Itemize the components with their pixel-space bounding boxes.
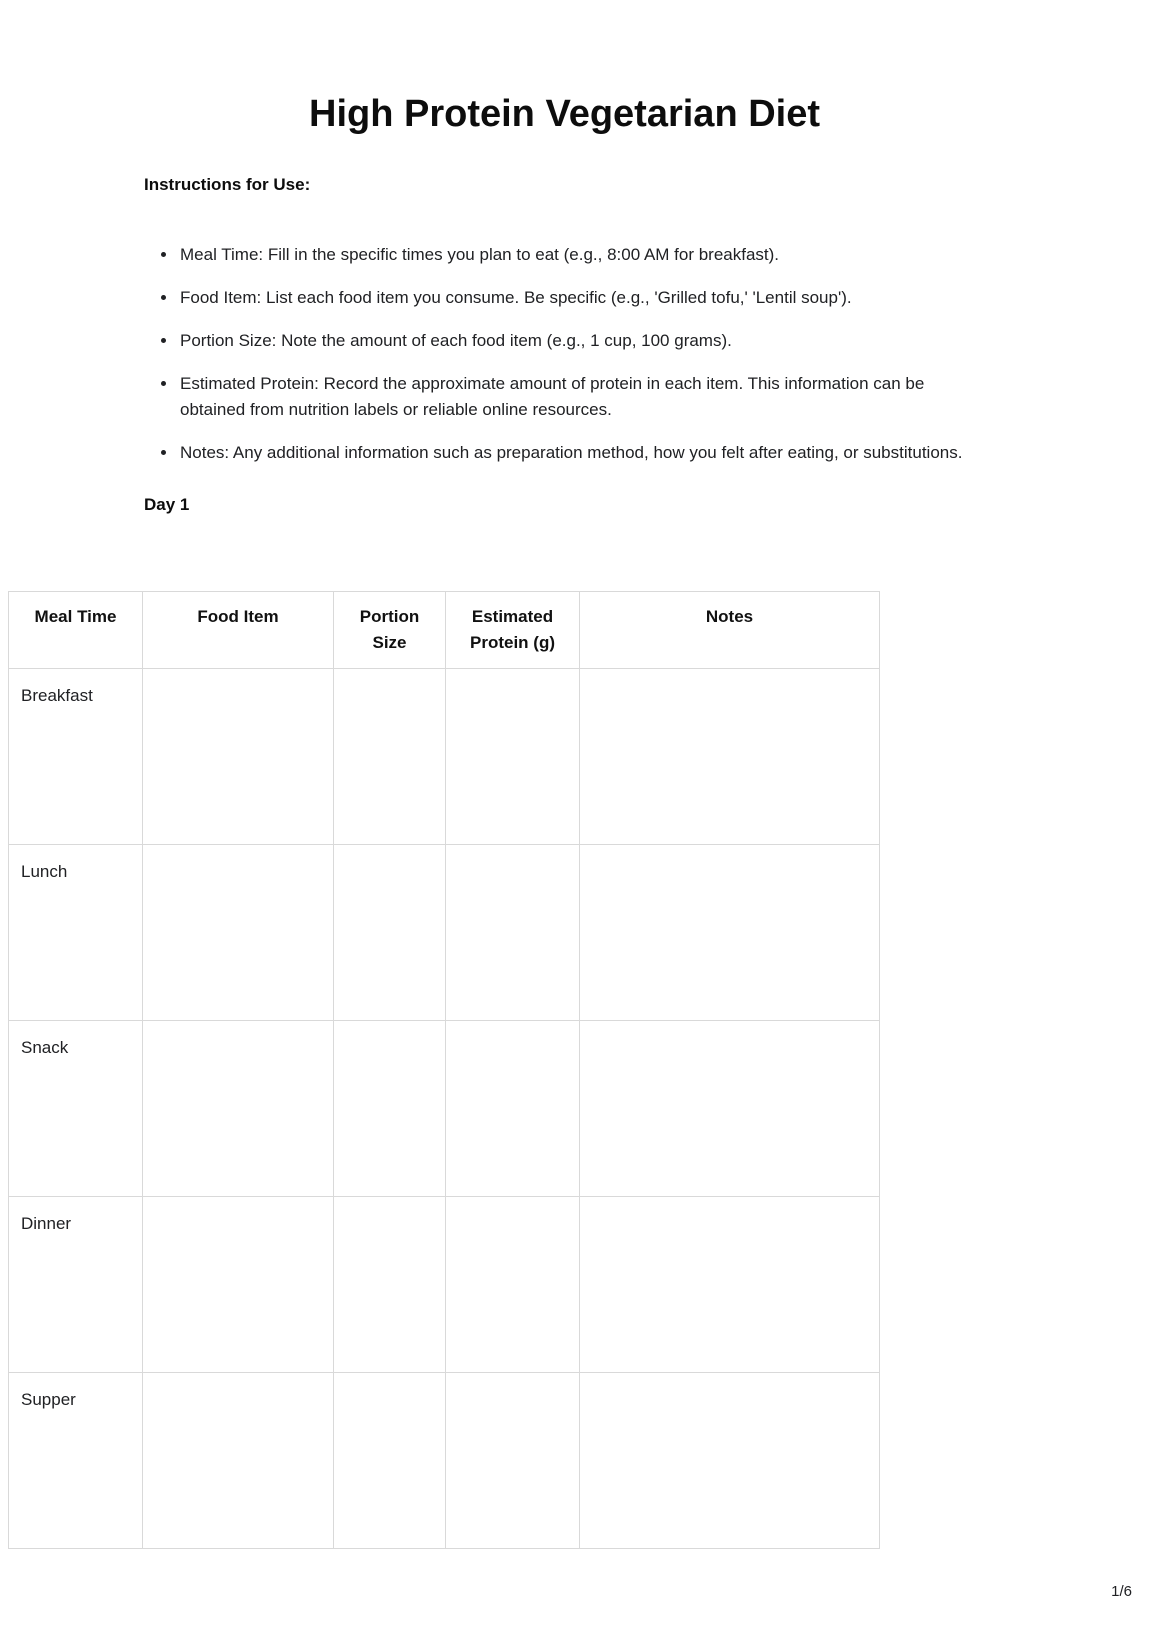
- table-row-breakfast: [9, 669, 880, 845]
- instructions-heading: Instructions for Use:: [144, 175, 311, 194]
- cell-supper-estimated-protein: [446, 1373, 580, 1549]
- meal-log-table: [8, 591, 880, 1549]
- day-heading: Day 1: [144, 495, 190, 514]
- cell-snack-notes: [580, 1021, 880, 1197]
- table-row-dinner: [9, 1197, 880, 1373]
- table-row-lunch: [9, 845, 880, 1021]
- row-label-supper: Supper: [9, 1373, 143, 1549]
- instruction-item-food-item: • Food Item: List each food item you consume. Be specific (e.g., 'Grilled tofu,' 'Lentil soup').: [178, 285, 985, 311]
- cell-lunch-portion-size: [334, 845, 446, 1021]
- row-label-snack: Snack: [9, 1021, 143, 1197]
- column-header-estimated-protein: Estimated Protein (g): [446, 592, 580, 669]
- instruction-item-meal-time: • Meal Time: Fill in the specific times you plan to eat (e.g., 8:00 AM for breakfast).: [178, 242, 985, 268]
- table-row-snack: [9, 1021, 880, 1197]
- cell-breakfast-portion-size: [334, 669, 446, 845]
- table-row-supper: [9, 1373, 880, 1549]
- cell-supper-food-item: [143, 1373, 334, 1549]
- cell-dinner-food-item: [143, 1197, 334, 1373]
- column-header-portion-size: Portion Size: [334, 592, 446, 669]
- row-label-breakfast: Breakfast: [9, 669, 143, 845]
- instruction-item-portion-size: • Portion Size: Note the amount of each food item (e.g., 1 cup, 100 grams).: [178, 328, 985, 354]
- cell-breakfast-food-item: [143, 669, 334, 845]
- cell-lunch-food-item: [143, 845, 334, 1021]
- column-header-notes: Notes: [580, 592, 880, 669]
- page-title: High Protein Vegetarian Diet: [309, 93, 820, 135]
- cell-dinner-notes: [580, 1197, 880, 1373]
- cell-dinner-estimated-protein: [446, 1197, 580, 1373]
- page-number: 1/6: [1111, 1583, 1132, 1600]
- row-label-lunch: Lunch: [9, 845, 143, 1021]
- column-header-food-item: Food Item: [143, 592, 334, 669]
- instruction-item-notes: • Notes: Any additional information such as preparation method, how you felt after eating, or substitutions.: [178, 440, 985, 466]
- cell-supper-portion-size: [334, 1373, 446, 1549]
- cell-snack-estimated-protein: [446, 1021, 580, 1197]
- cell-snack-food-item: [143, 1021, 334, 1197]
- cell-dinner-portion-size: [334, 1197, 446, 1373]
- cell-breakfast-estimated-protein: [446, 669, 580, 845]
- table-header-row: [9, 592, 880, 669]
- cell-snack-portion-size: [334, 1021, 446, 1197]
- cell-supper-notes: [580, 1373, 880, 1549]
- cell-breakfast-notes: [580, 669, 880, 845]
- instruction-item-estimated-protein: • Estimated Protein: Record the approximate amount of protein in each item. This information can be obtained from nutrition labels or reliable online resources.: [178, 371, 985, 423]
- instructions-list: [144, 242, 985, 466]
- cell-lunch-estimated-protein: [446, 845, 580, 1021]
- instructions-section: [144, 174, 985, 516]
- column-header-meal-time: Meal Time: [9, 592, 143, 669]
- cell-lunch-notes: [580, 845, 880, 1021]
- row-label-dinner: Dinner: [9, 1197, 143, 1373]
